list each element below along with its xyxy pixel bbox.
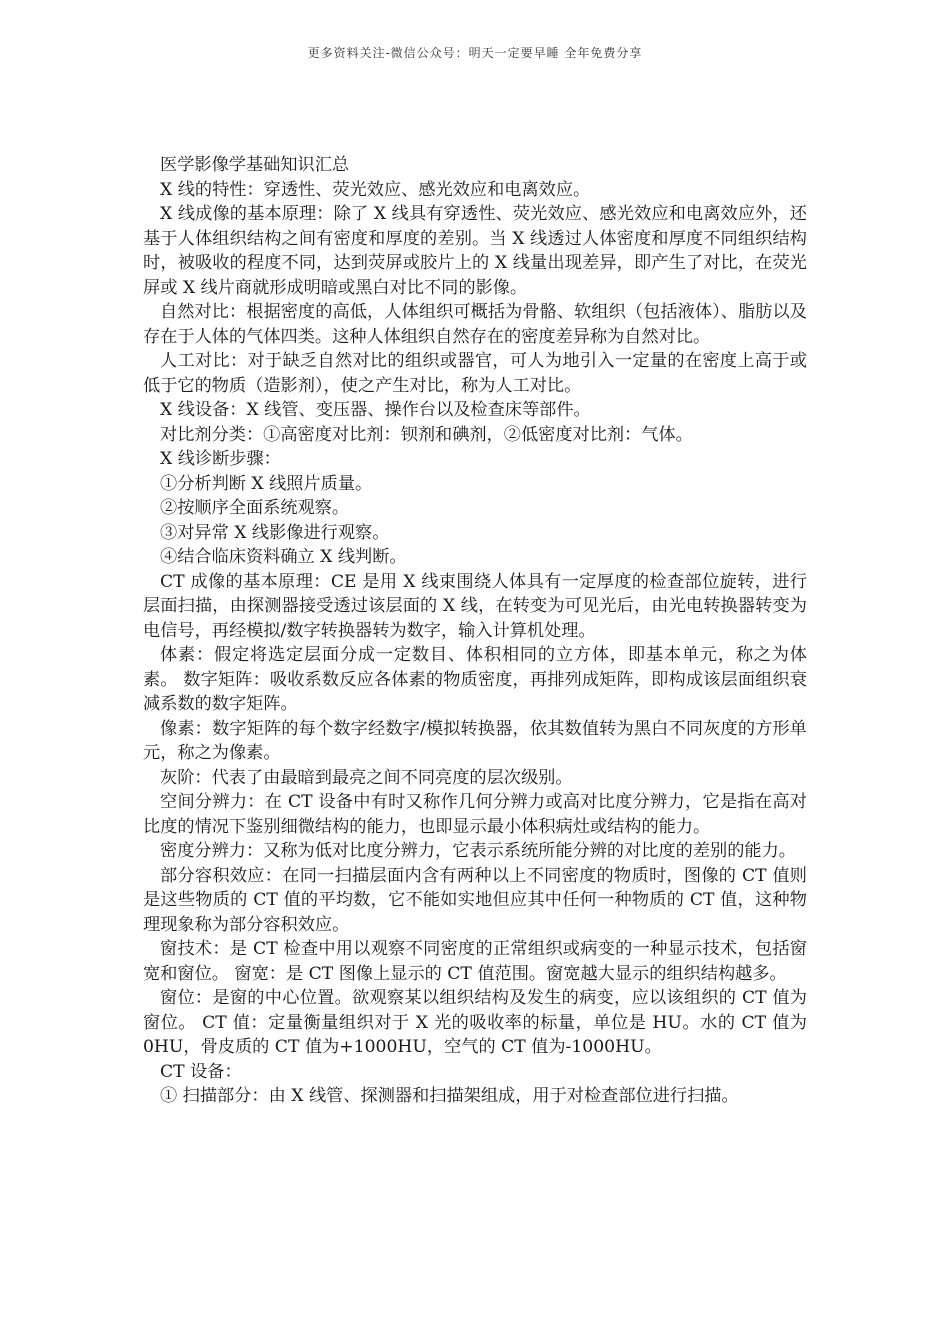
paragraph: 密度分辨力：又称为低对比度分辨力，它表示系统所能分辨的对比度的差别的能力。: [160, 841, 796, 861]
paragraph: 部分容积效应：在同一扫描层面内含有两种以上不同密度的物质时，图像的 CT 值则是这些物质的 CT 值的平均数，它不能如实地但应其中任何一种物质的 CT 值，这种物理现象称为部分容积效应。: [143, 865, 807, 935]
document-title: 医学影像学基础知识汇总: [160, 155, 350, 175]
paragraph: 窗位：是窗的中心位置。欲观察某以组织结构及发生的病变，应以该组织的 CT 值为窗位。 CT 值：定量衡量组织对于 X 光的吸收率的标量，单位是 HU。水的 CT 值为 0HU，骨皮质的 CT 值为+1000HU，空气的 CT 值为-1000HU。: [143, 988, 807, 1057]
paragraph: 灰阶：代表了由最暗到最亮之间不同亮度的层次级别。: [160, 767, 573, 788]
paragraph: CT 成像的基本原理：CE 是用 X 线束围绕人体具有一定厚度的检查部位旋转，进行层面扫描，由探测器接受透过该层面的 X 线，在转变为可见光后，由光电转换器转变为电信号，再经模拟/数字转换器转为数字，输入计算机处理。: [143, 571, 807, 641]
paragraph: 对比剂分类：①高密度对比剂：钡剂和碘剂，②低密度对比剂：气体。: [160, 424, 693, 445]
paragraph: X 线的特性：穿透性、荧光效应、感光效应和电离效应。: [160, 179, 591, 200]
page-header: 更多资料关注-微信公众号：明天一定要早睡 全年免费分享: [307, 46, 643, 60]
paragraph: X 线诊断步骤：: [160, 449, 281, 469]
paragraph: X 线设备：X 线管、变压器、操作台以及检查床等部件。: [160, 400, 591, 420]
paragraph: ④结合临床资料确立 X 线判断。: [160, 547, 407, 567]
paragraph: 人工对比：对于缺乏自然对比的组织或器官，可人为地引入一定量的在密度上高于或低于它的物质（造影剂），使之产生对比，称为人工对比。: [143, 351, 807, 396]
paragraph: ① 扫描部分：由 X 线管、探测器和扫描架组成，用于对检查部位进行扫描。: [160, 1086, 739, 1106]
paragraph: 空间分辨力：在 CT 设备中有时又称作几何分辨力或高对比度分辨力，它是指在高对比度的情况下鉴别细微结构的能力，也即显示最小体积病灶或结构的能力。: [143, 792, 807, 837]
paragraph: ①分析判断 X 线照片质量。: [160, 473, 373, 494]
paragraph: ②按顺序全面系统观察。: [160, 498, 350, 518]
paragraph: CT 设备：: [160, 1061, 242, 1082]
paragraph: 窗技术：是 CT 检查中用以观察不同密度的正常组织或病变的一种显示技术，包括窗宽和窗位。 窗宽：是 CT 图像上显示的 CT 值范围。窗宽越大显示的组织结构越多。: [143, 939, 807, 984]
paragraph: 体素：假定将选定层面分成一定数目、体积相同的立方体，即基本单元，称之为体素。 数字矩阵：吸收系数反应各体素的物质密度，再排列成矩阵，即构成该层面组织衰减系数的数字矩阵。: [143, 645, 807, 714]
document-body: [143, 153, 807, 1109]
paragraph: 自然对比：根据密度的高低，人体组织可概括为骨骼、软组织（包括液体）、脂肪以及存在于人体的气体四类。这种人体组织自然存在的密度差异称为自然对比。: [143, 302, 807, 347]
paragraph: 像素：数字矩阵的每个数字经数字/模拟转换器，依其数值转为黑白不同灰度的方形单元，称之为像素。: [143, 718, 807, 763]
paragraph: X 线成像的基本原理：除了 X 线具有穿透性、荧光效应、感光效应和电离效应外，还基于人体组织结构之间有密度和厚度的差别。当 X 线透过人体密度和厚度不同组织结构时，被吸收的程度不同，达到荧屏或胶片上的 X 线量出现差异，即产生了对比，在荧光屏或 X 线片商就形成明暗或黑白对比不同的影像。: [143, 204, 807, 298]
paragraph: ③对异常 X 线影像进行观察。: [160, 522, 390, 543]
